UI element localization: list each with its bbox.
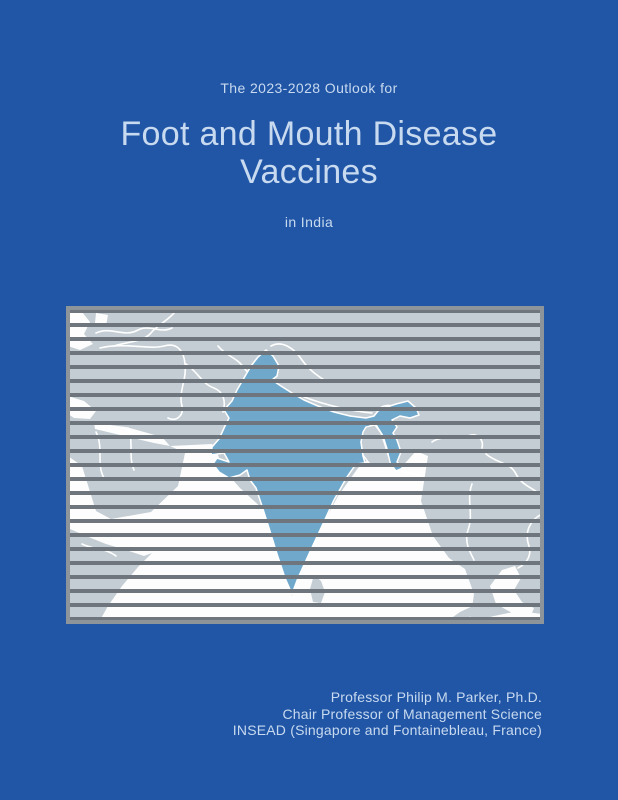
author-title: Chair Professor of Management Science [282,705,542,722]
india-region-map [66,306,544,624]
region-subtitle: in India [284,214,334,230]
scanline-overlay [66,306,544,624]
author-affiliation: INSEAD (Singapore and Fontainebleau, France) [232,722,542,738]
author-name: Professor Philip M. Parker, Ph.D. [330,689,542,705]
series-kicker: The 2023-2028 Outlook for [220,80,398,96]
title-line-2: Vaccines [240,153,378,191]
map-graphic [66,306,544,624]
author-block [233,689,542,739]
page-title [0,115,618,191]
title-line-1: Foot and Mouth Disease [120,115,498,153]
